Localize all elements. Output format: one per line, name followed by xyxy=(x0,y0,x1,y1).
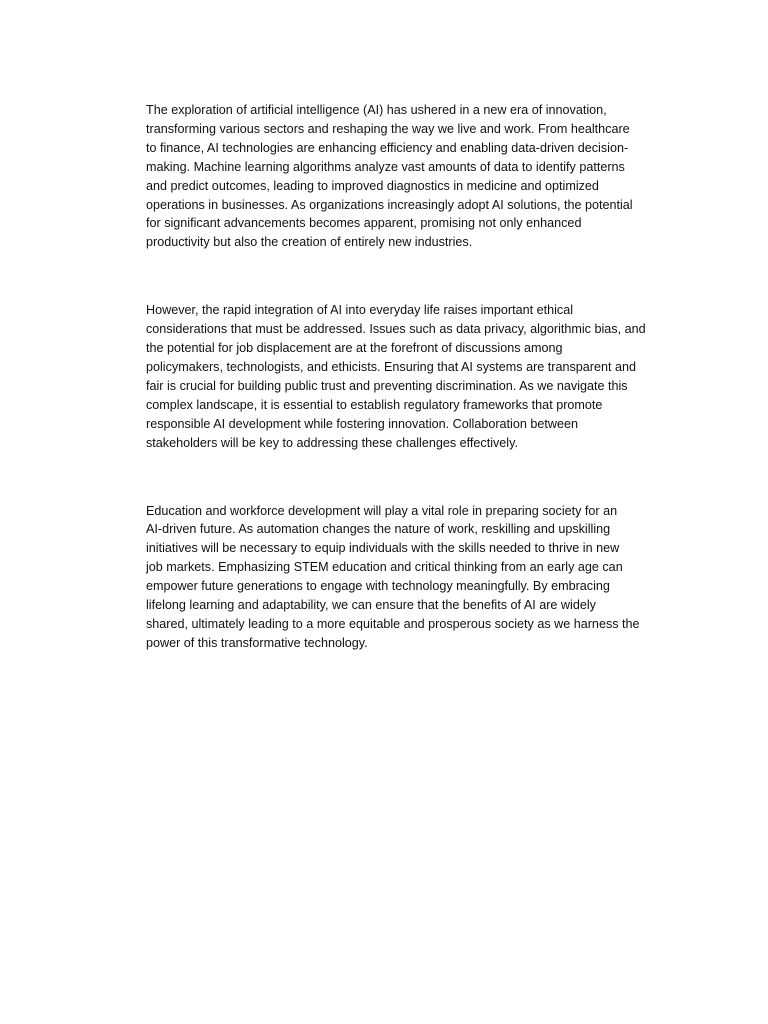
paragraph-line: the potential for job displacement are at the forefront of discussions among xyxy=(146,341,563,356)
paragraph-line: transforming various sectors and reshaping the way we live and work. From healthcare xyxy=(146,121,630,136)
paragraph-line: job markets. Emphasizing STEM education and critical thinking from an early age can xyxy=(146,560,623,575)
document-body xyxy=(146,101,661,653)
paragraph-line: AI-driven future. As automation changes the nature of work, reskilling and upskilling xyxy=(146,522,611,537)
paragraph-line: empower future generations to engage with technology meaningfully. By embracing xyxy=(146,579,610,594)
paragraph-line: Education and workforce development will play a vital role in preparing society for an xyxy=(146,503,618,518)
paragraph-1 xyxy=(146,101,661,252)
paragraph-line: fair is crucial for building public trust and preventing discrimination. As we navigate this xyxy=(146,378,628,393)
paragraph-line: responsible AI development while fostering innovation. Collaboration between xyxy=(146,416,578,431)
paragraph-line: policymakers, technologists, and ethicists. Ensuring that AI systems are transparent and xyxy=(146,359,636,374)
paragraph-line: productivity but also the creation of entirely new industries. xyxy=(146,235,473,250)
paragraph-3 xyxy=(146,502,661,653)
paragraph-line: power of this transformative technology. xyxy=(146,635,368,650)
paragraph-line: for significant advancements becomes apparent, promising not only enhanced xyxy=(146,216,582,231)
paragraph-line: making. Machine learning algorithms analyze vast amounts of data to identify patterns xyxy=(146,159,625,174)
paragraph-line: and predict outcomes, leading to improved diagnostics in medicine and optimized xyxy=(146,178,599,193)
paragraph-line: considerations that must be addressed. Issues such as data privacy, algorithmic bias, and xyxy=(146,322,646,337)
paragraph-line: to finance, AI technologies are enhancing efficiency and enabling data-driven decision- xyxy=(146,140,629,155)
paragraph-line: initiatives will be necessary to equip individuals with the skills needed to thrive in new xyxy=(146,541,620,556)
paragraph-line: lifelong learning and adaptability, we can ensure that the benefits of AI are widely xyxy=(146,598,596,613)
paragraph-line: The exploration of artificial intelligence (AI) has ushered in a new era of innovation, xyxy=(146,103,607,117)
paragraph-line: shared, ultimately leading to a more equitable and prosperous society as we harness the xyxy=(146,616,640,631)
paragraph-line: operations in businesses. As organizations increasingly adopt AI solutions, the potential xyxy=(146,197,633,212)
paragraph-2 xyxy=(146,301,661,452)
paragraph-line: complex landscape, it is essential to establish regulatory frameworks that promote xyxy=(146,397,603,412)
paragraph-line: However, the rapid integration of AI into everyday life raises important ethical xyxy=(146,303,574,318)
paragraph-line: stakeholders will be key to addressing these challenges effectively. xyxy=(146,435,518,450)
